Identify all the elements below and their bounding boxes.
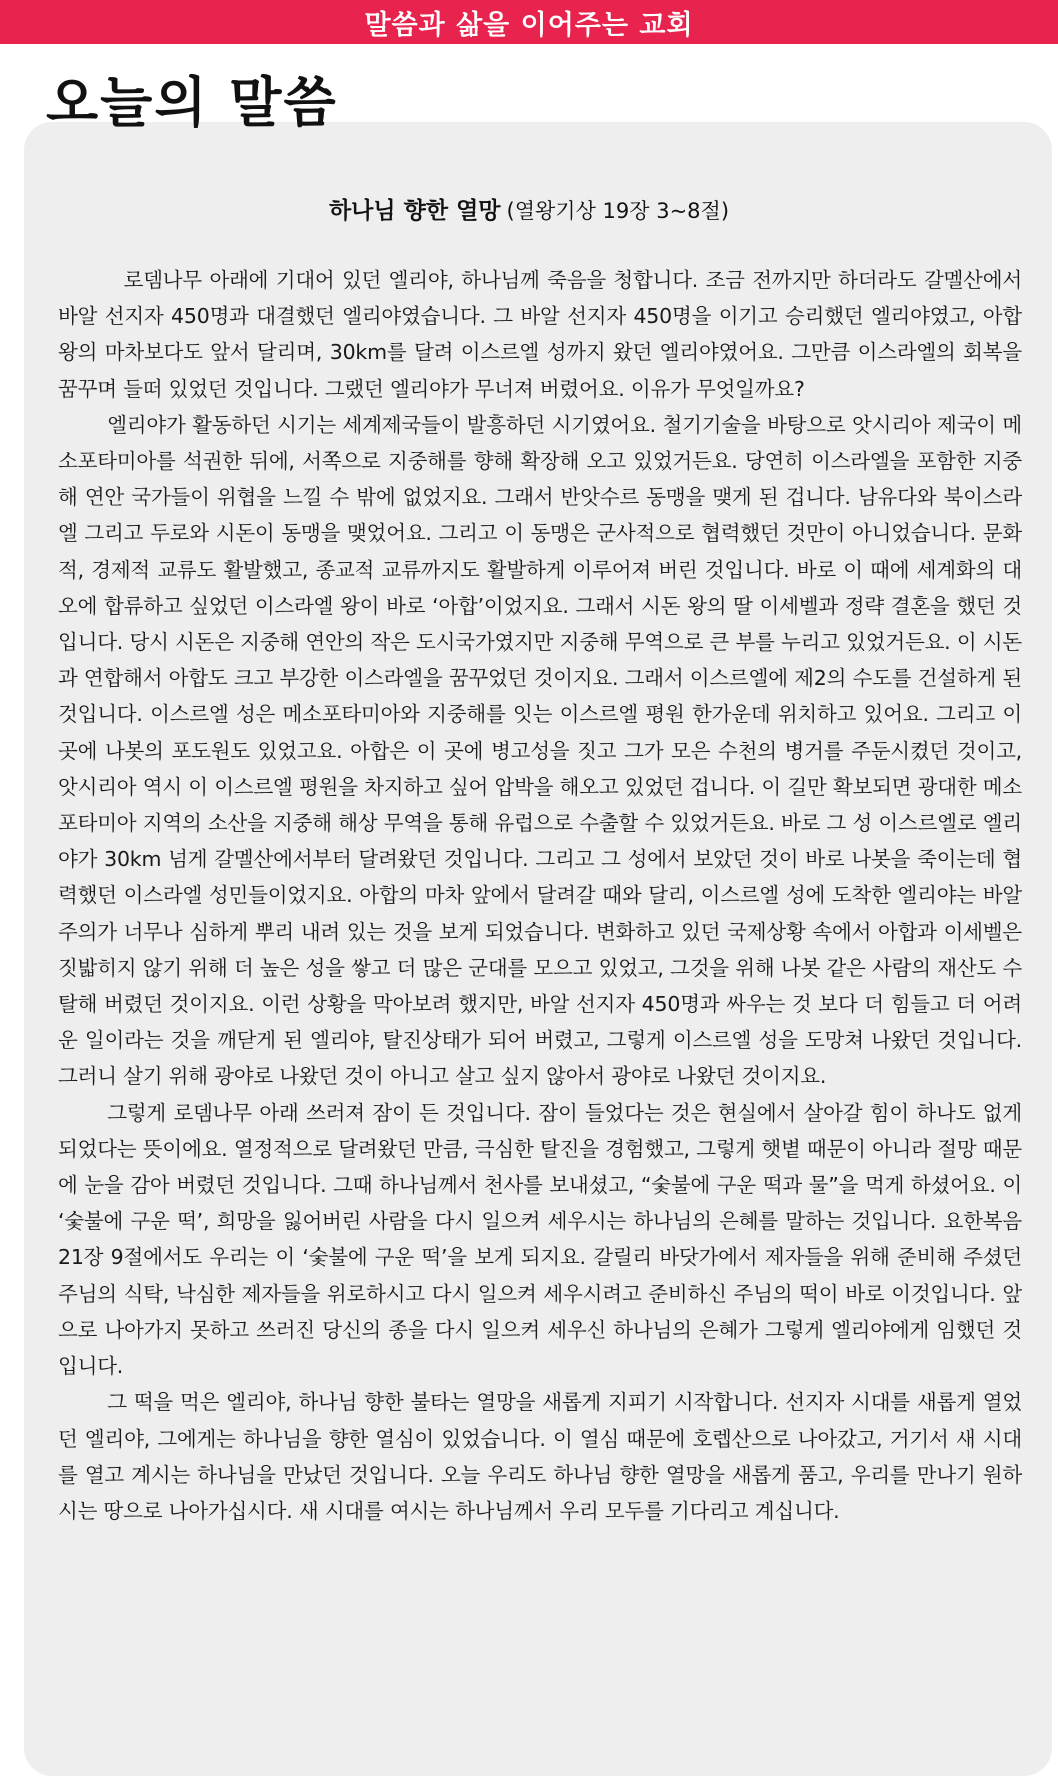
banner-text: 말씀과 삶을 이어주는 교회: [364, 9, 694, 41]
paragraph: 로뎀나무 아래에 기대어 있던 엘리야, 하나님께 죽음을 청합니다. 조금 전까지만 하더라도 갈멜산에서 바알 선지자 450명과 대결했던 엘리야였습니다. 그 바알 선지자 450명을 이기고 승리했던 엘리야였고, 아합 왕의 마차보다도 앞서 달리며, 30km를 달려 이스르엘 성까지 왔던 엘리야였어요. 그만큼 이스라엘의 회복을 꿈꾸며 들떠 있었던 것입니다. 그랬던 엘리야가 무너져 버렸어요. 이유가 무엇일까요?: [58, 268, 1022, 401]
paragraph: 엘리야가 활동하던 시기는 세계제국들이 발흥하던 시기였어요. 철기기술을 바탕으로 앗시리아 제국이 메소포타미아를 석권한 뒤에, 서쪽으로 지중해를 향해 확장해 오고 있었거든요. 당연히 이스라엘을 포함한 지중해 연안 국가들이 위협을 느낄 수 밖에 없었지요. 그래서 반앗수르 동맹을 맺게 된 겁니다. 남유다와 북이스라엘 그리고 두로와 시돈이 동맹을 맺었어요. 그리고 이 동맹은 군사적으로 협력했던 것만이 아니었습니다. 문화적, 경제적 교류도 활발했고, 종교적 교류까지도 활발하게 이루어져 버린 것입니다. 바로 이 때에 세계화의 대오에 합류하고 싶었던 이스라엘 왕이 바로 ‘아합’이었지요. 그래서 시돈 왕의 딸 이세벨과 정략 결혼을 했던 것입니다. 당시 시돈은 지중해 연안의 작은 도시국가였지만 지중해 무역으로 큰 부를 누리고 있었거든요. 이 시돈과 연합해서 아합도 크고 부강한 이스라엘을 꿈꾸었던 것이지요. 그래서 이스르엘에 제2의 수도를 건설하게 된 것입니다. 이스르엘 성은 메소포타미아와 지중해를 잇는 이스르엘 평원 한가운데 위치하고 있어요. 그리고 이 곳에 나봇의 포도원도 있었고요. 아합은 이 곳에 병고성을 짓고 그가 모은 수천의 병거를 주둔시켰던 것이고, 앗시리아 역시 이 이스르엘 평원을 차지하고 싶어 압박을 해오고 있었던 겁니다. 이 길만 확보되면 광대한 메소포타미아 지역의 소산을 지중해 해상 무역을 통해 유럽으로 수출할 수 있었거든요. 바로 그 성 이스르엘로 엘리야가 30km 넘게 갈멜산에서부터 달려왔던 것입니다. 그리고 그 성에서 보았던 것이 바로 나봇을 죽이는데 협력했던 이스라엘 성민들이었지요. 아합의 마차 앞에서 달려갈 때와 달리, 이스르엘 성에 도착한 엘리야는 바알주의가 너무나 심하게 뿌리 내려 있는 것을 보게 되었습니다. 변화하고 있던 국제상황 속에서 아합과 이세벨은 짓밟히지 않기 위해 더 높은 성을 쌓고 더 많은 군대를 모으고 있었고, 그것을 위해 나봇 같은 사람의 재산도 수탈해 버렸던 것이지요. 이런 상황을 막아보려 했지만, 바알 선지자 450명과 싸우는 것 보다 더 힘들고 더 어려운 일이라는 것을 깨닫게 된 엘리야, 탈진상태가 되어 버렸고, 그렇게 이스르엘 성을 도망쳐 나왔던 것입니다. 그러니 살기 위해 광야로 나왔던 것이 아니고 살고 싶지 않아서 광야로 나왔던 것이지요.: [58, 412, 1023, 1089]
paragraph: 그렇게 로뎀나무 아래 쓰러져 잠이 든 것입니다. 잠이 들었다는 것은 현실에서 살아갈 힘이 하나도 없게 되었다는 뜻이에요. 열정적으로 달려왔던 만큼, 극심한 탈진을 경험했고, 그렇게 햇볕 때문이 아니라 절망 때문에 눈을 감아 버렸던 것입니다. 그때 하나님께서 천사를 보내셨고, “숯불에 구운 떡과 물”을 먹게 하셨어요. 이 ‘숯불에 구운 떡’, 희망을 잃어버린 사람을 다시 일으켜 세우시는 하나님의 은혜를 말하는 것입니다. 요한복음 21장 9절에서도 우리는 이 ‘숯불에 구운 떡’을 보게 되지요. 갈릴리 바닷가에서 제자들을 위해 준비해 주셨던 주님의 식탁, 낙심한 제자들을 위로하시고 다시 일으켜 세우시려고 준비하신 주님의 떡이 바로 이것입니다. 앞으로 나아가지 못하고 쓰러진 당신의 종을 다시 일으켜 세우신 하나님의 은혜가 그렇게 엘리야에게 임했던 것입니다.: [58, 1100, 1022, 1379]
sermon-body: [58, 262, 1022, 1529]
top-banner: [0, 0, 1058, 44]
sermon-title: 하나님 향한 열망: [328, 198, 501, 224]
scripture-reference: (열왕기상 19장 3~8절): [506, 199, 730, 223]
section-title: 오늘의 말씀: [46, 71, 338, 134]
sermon-heading: [0, 192, 1058, 225]
paragraph: 그 떡을 먹은 엘리야, 하나님 향한 불타는 열망을 새롭게 지피기 시작합니다. 선지자 시대를 새롭게 열었던 엘리야, 그에게는 하나님을 향한 열심이 있었습니다. 이 열심 때문에 호렙산으로 나아갔고, 거기서 새 시대를 열고 계시는 하나님을 만났던 것입니다. 오늘 우리도 하나님 향한 열망을 새롭게 품고, 우리를 만나기 원하시는 땅으로 나아가십시다. 새 시대를 여시는 하나님께서 우리 모두를 기다리고 계십니다.: [58, 1390, 1022, 1523]
